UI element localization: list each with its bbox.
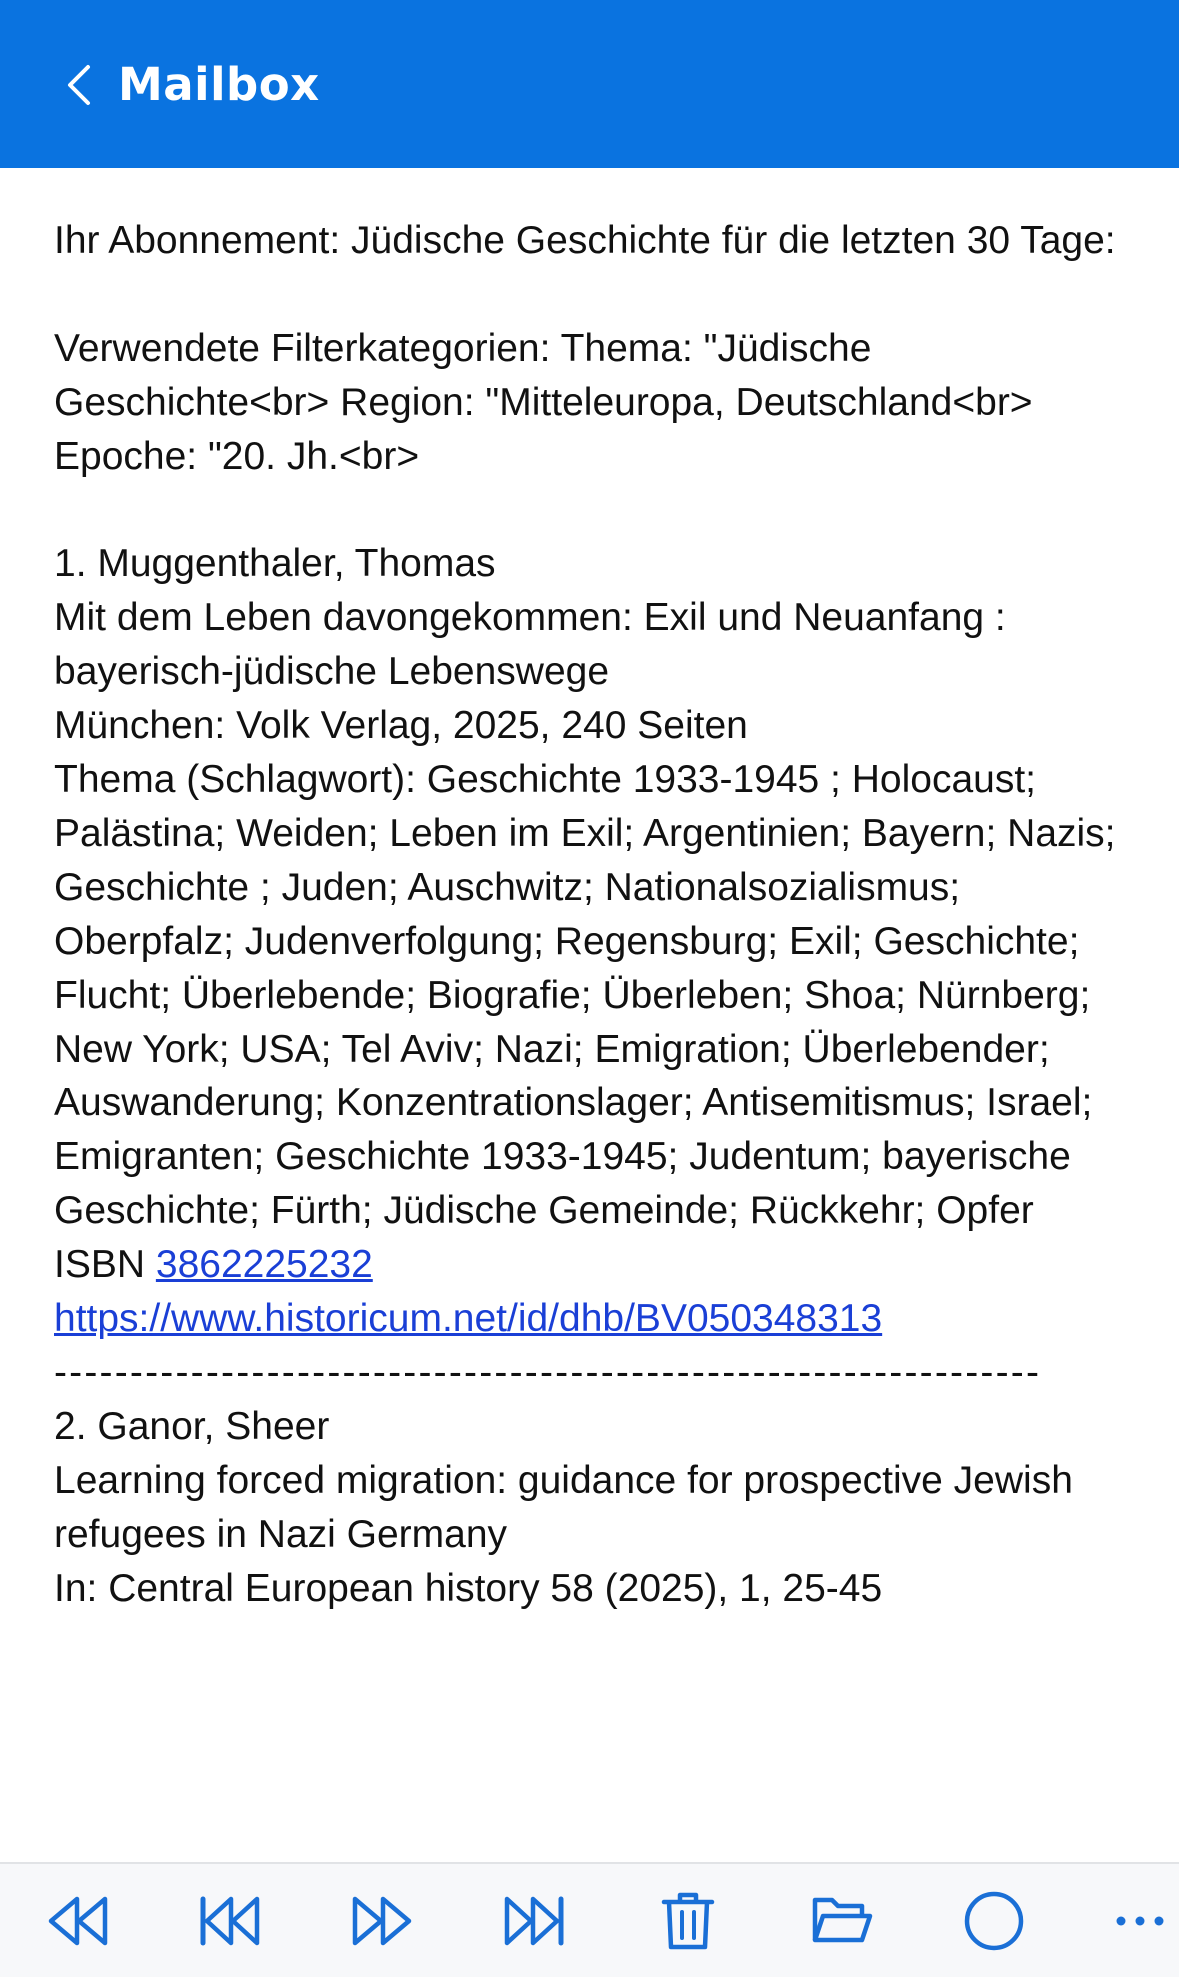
move-to-folder-button[interactable] [802,1886,882,1956]
item-2-source: In: Central European history 58 (2025), 1, 25-45 [54,1566,883,1610]
item-1-author: 1. Muggenthaler, Thomas [54,542,496,586]
item-1-subjects: Thema (Schlagwort): Geschichte 1933-1945 ; Holocaust; Palästina; Weiden; Leben im Exil; Argentinien; Bayern; Nazis; Geschichte ; Juden; Auschwitz; Nationalsozialismus; Oberpfalz; Judenverfolgung; Regensburg; Exil; Geschichte; Flucht; Überlebende; Biografie; Überleben; Shoa; Nürnberg; New York; USA; Tel Aviv; Nazi; Emigration; Überlebender; Auswanderung; Konzentrationslager; Antisemitismus; Israel; Emigranten; Geschichte 1933-1945; Judentum; bayerische Geschichte; Fürth; Jüdische Gemeinde; Rückkehr; Opfer [54,758,1116,1233]
previous-button[interactable] [190,1886,270,1956]
rewind-button[interactable] [38,1886,118,1956]
spacer [54,268,1124,322]
header-bar [0,0,1179,168]
skip-back-icon [197,1893,263,1949]
delete-button[interactable] [648,1886,728,1956]
folder-open-icon [810,1894,874,1948]
rewind-icon [47,1893,109,1949]
chevron-left-icon [66,63,92,107]
fast-forward-icon [351,1893,413,1949]
item-1-title: Mit dem Leben davongekommen: Exil und Neuanfang : bayerisch-jüdische Lebenswege [54,596,1006,694]
subscription-intro: Ihr Abonnement: Jüdische Geschichte für die letzten 30 Tage: [54,219,1116,262]
item-1-imprint: München: Volk Verlag, 2025, 240 Seiten [54,704,748,748]
item-2-title: Learning forced migration: guidance for prospective Jewish refugees in Nazi Germany [54,1458,1073,1556]
more-button[interactable] [1108,1886,1172,1956]
message-body [54,214,1124,1834]
mark-button[interactable] [954,1886,1034,1956]
page-title: Mailbox [118,57,320,111]
isbn-label: ISBN [54,1243,156,1287]
fast-forward-button[interactable] [342,1886,422,1956]
skip-forward-icon [501,1893,567,1949]
circle-icon [963,1890,1025,1952]
item-1-url-line [54,1292,1124,1346]
record-link[interactable]: https://www.historicum.net/id/dhb/BV050348313 [54,1297,883,1341]
next-button[interactable] [494,1886,574,1956]
separator-line: ----------------------------------------------------------------- [54,1351,1042,1394]
filter-categories: Verwendete Filterkategorien: Thema: "Jüdische Geschichte<br> Region: "Mitteleuropa, Deutschland<br> Epoche: "20. Jh.<br> [54,326,1033,478]
more-icon [1115,1914,1165,1928]
spacer [54,484,1124,538]
back-button[interactable] [66,63,92,107]
trash-icon [660,1890,716,1952]
item-2-author: 2. Ganor, Sheer [54,1404,330,1448]
isbn-link[interactable]: 3862225232 [155,1243,373,1287]
item-1-isbn-line [54,1238,1124,1292]
bottom-toolbar [0,1862,1179,1977]
